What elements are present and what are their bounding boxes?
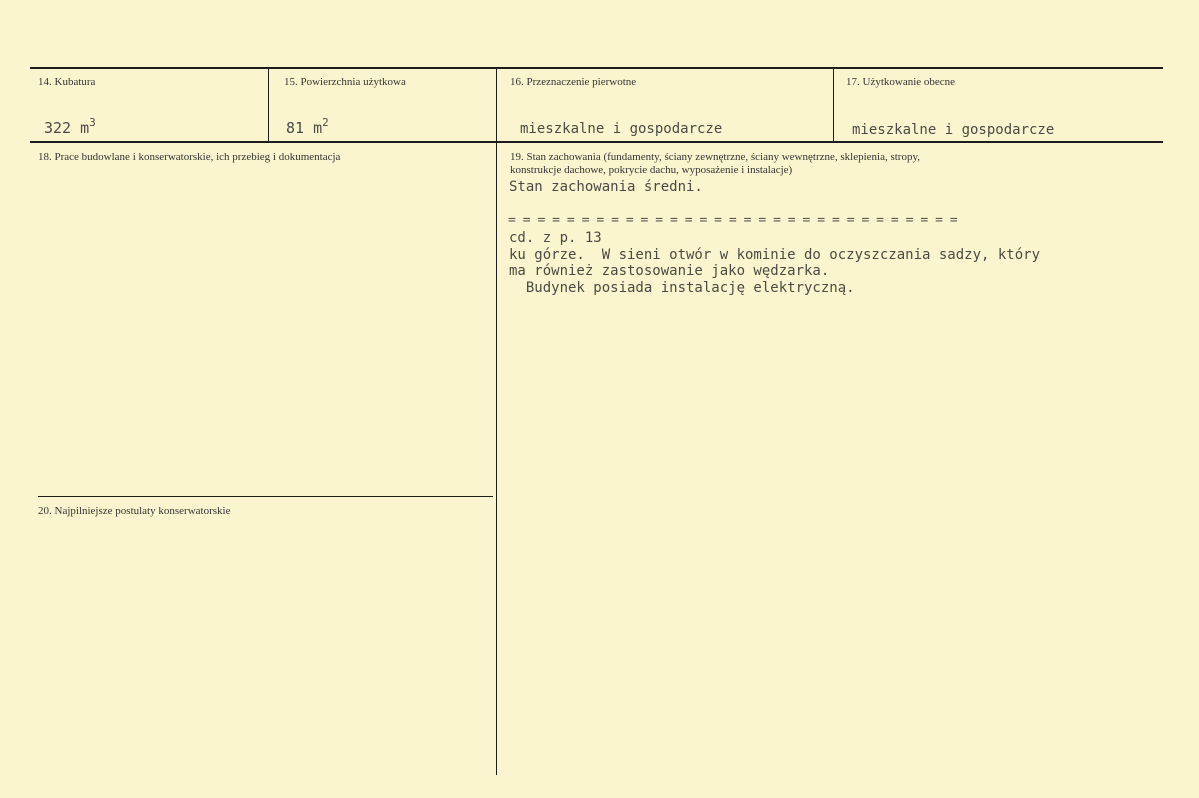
field19-cont-line1: cd. z p. 13 [509,230,602,246]
field20-label: 20. Najpilniejsze postulaty konserwatorskie [38,505,231,517]
divider-15-16 [496,69,497,141]
field15-label: 15. Powierzchnia użytkowa [284,76,406,88]
field19-label-line2: konstrukcje dachowe, pokrycie dachu, wyposażenie i instalacje) [510,164,793,176]
field19-cont-line4: Budynek posiada instalację elektryczną. [509,280,855,296]
field19-separator: =============================== [508,213,965,228]
field19-cont-line2: ku górze. W sieni otwór w kominie do oczyszczania sadzy, który [509,247,1041,263]
field16-label: 16. Przeznaczenie pierwotne [510,76,637,88]
divider-16-17 [833,69,834,141]
field17-value: mieszkalne i gospodarcze [852,122,1055,138]
field18-bottom-rule [38,496,493,497]
field14-label: 14. Kubatura [38,76,96,88]
divider-14-15 [268,69,269,141]
top-rule [30,67,1163,69]
field19-label-line1: 19. Stan zachowania (fundamenty, ściany zewnętrzne, ściany wewnętrzne, sklepienia, stropy, [510,151,921,163]
field15-value [286,116,329,137]
field16-value: mieszkalne i gospodarcze [520,121,723,137]
field15-exponent: 2 [322,116,329,129]
field15-value-text: 81 m [286,119,323,137]
field14-value-text: 322 m [44,119,90,137]
divider-main [496,143,497,775]
row1-bottom-rule [30,141,1163,143]
field19-status: Stan zachowania średni. [509,179,703,195]
field19-cont-line3: ma również zastosowanie jako wędzarka. [509,263,830,279]
field17-label: 17. Użytkowanie obecne [846,76,956,88]
field18-label: 18. Prace budowlane i konserwatorskie, ich przebieg i dokumentacja [38,151,341,163]
field14-exponent: 3 [89,116,96,129]
field14-value [44,116,96,137]
